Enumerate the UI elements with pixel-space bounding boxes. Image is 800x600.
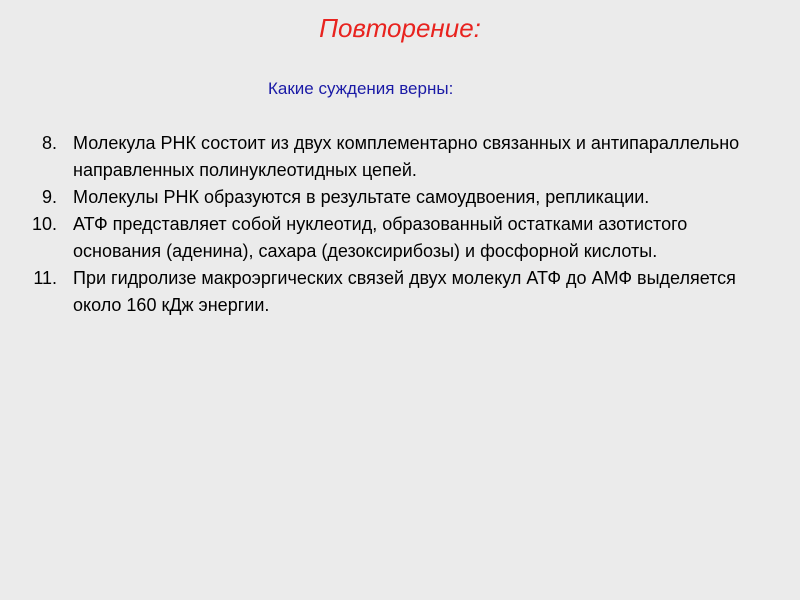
statement-text: АТФ представляет собой нуклеотид, образованный остатками азотистого основания (аденина), сахара (дезоксирибозы) и фосфорной кислоты. [73, 214, 688, 261]
statement-number: 11. [33, 268, 57, 288]
statement-list [20, 130, 780, 319]
statement-number: 8. [41, 133, 57, 153]
statement-text: Молекулы РНК образуются в результате самоудвоения, репликации. [73, 187, 650, 207]
statement-text: При гидролизе макроэргических связей двух молекул АТФ до АМФ выделяется около 160 кДж энергии. [73, 268, 736, 315]
slide-title: Повторение: [319, 13, 481, 43]
statement-number: 10. [31, 214, 57, 234]
slide-subtitle: Какие суждения верны: [268, 79, 454, 98]
statement-item-8 [20, 130, 780, 184]
statement-item-9 [20, 184, 780, 211]
statement-number: 9. [41, 187, 57, 207]
statement-item-10 [20, 211, 780, 265]
statement-item-11 [20, 265, 780, 319]
statement-text: Молекула РНК состоит из двух комплементарно связанных и антипараллельно направленных полинуклеотидных цепей. [73, 133, 740, 180]
